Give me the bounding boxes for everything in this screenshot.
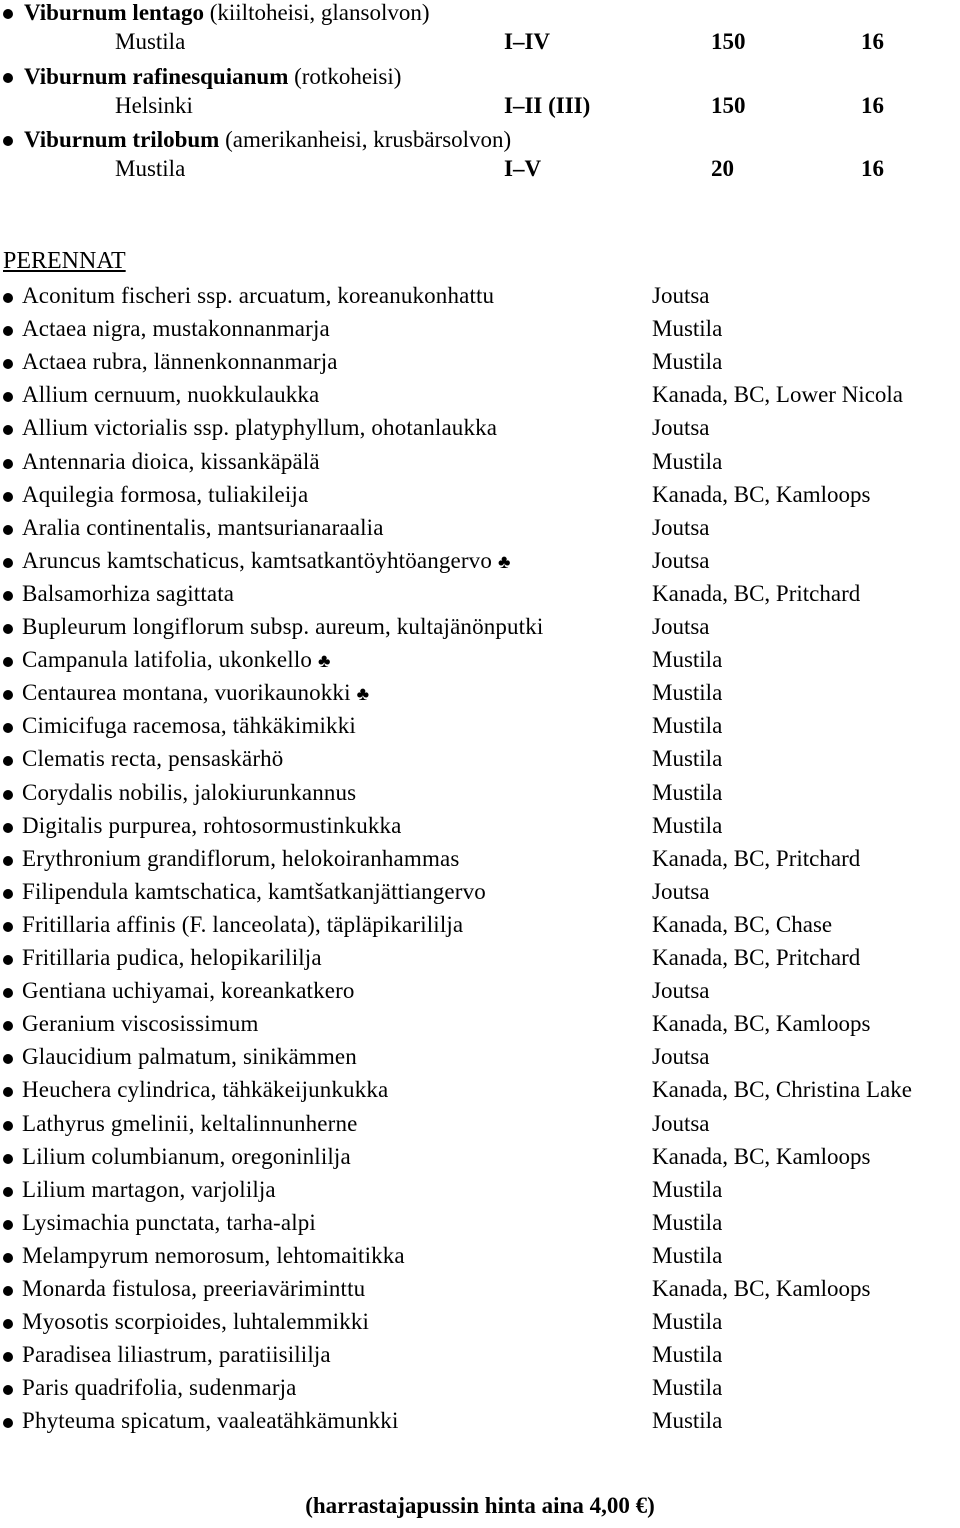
- plant-origin: Joutsa: [652, 283, 710, 308]
- plant-origin: Kanada, BC, Chase: [652, 911, 833, 937]
- plant-name: [22, 283, 494, 309]
- plant-origin: Mustila: [652, 1375, 723, 1401]
- plant-name: [22, 912, 463, 938]
- bullet-icon: [3, 425, 13, 435]
- plant-origin: Joutsa: [652, 878, 710, 904]
- plant-name-text: Lilium martagon, varjolilja: [22, 1176, 276, 1202]
- plant-name-text: Paradisea liliastrum, paratiisililja: [22, 1342, 331, 1368]
- plant-name-text: Digitalis purpurea, rohtosormustinkukka: [22, 812, 402, 838]
- shrub-location: Mustila: [115, 156, 186, 181]
- plant-name-text: Erythronium grandiflorum, helokoiranhammas: [22, 845, 460, 871]
- plant-name: [22, 680, 369, 706]
- bullet-icon: [3, 492, 13, 502]
- plant-name-text: Cimicifuga racemosa, tähkäkimikki: [22, 713, 356, 739]
- plant-name: [22, 482, 308, 508]
- club-icon: ♣: [497, 551, 511, 573]
- plant-origin: Mustila: [652, 1342, 723, 1368]
- plant-name-text: Campanula latifolia, ukonkello: [22, 647, 313, 673]
- plant-name: [22, 978, 355, 1004]
- shrub-zone: I–V: [504, 156, 542, 181]
- plant-name-text: Melampyrum nemorosum, lehtomaitikka: [22, 1242, 405, 1268]
- plant-origin: Mustila: [652, 1408, 723, 1434]
- shrub-number: 16: [861, 29, 884, 54]
- bullet-icon: [3, 1319, 13, 1329]
- shrub-height: 20: [711, 156, 734, 181]
- bullet-icon: [3, 1286, 13, 1296]
- plant-name: [22, 780, 356, 806]
- plant-name: [22, 1243, 405, 1269]
- price-note: (harrastajapussin hinta aina 4,00 €): [305, 1493, 655, 1518]
- shrub-latin-name: Viburnum rafinesquianum: [24, 63, 289, 89]
- bullet-icon: [3, 856, 13, 866]
- plant-name-text: Gentiana uchiyamai, koreankatkero: [22, 978, 355, 1004]
- plant-origin: Joutsa: [652, 978, 710, 1004]
- plant-name-text: Corydalis nobilis, jalokiurunkannus: [22, 779, 357, 805]
- bullet-icon: [3, 889, 13, 899]
- plant-origin: Mustila: [652, 448, 723, 474]
- bullet-icon: [3, 9, 13, 19]
- bullet-icon: [3, 1418, 13, 1428]
- plant-name: [22, 349, 338, 375]
- bullet-icon: [3, 1121, 13, 1131]
- plant-origin: Joutsa: [652, 1110, 710, 1136]
- plant-name-text: Filipendula kamtschatica, kamtšatkanjättiangervo: [22, 878, 486, 904]
- shrub-number: 16: [861, 156, 884, 181]
- plant-name-text: Actaea nigra, mustakonnanmarja: [22, 316, 330, 342]
- plant-origin: Joutsa: [652, 547, 710, 573]
- plant-name: [22, 1144, 351, 1170]
- bullet-icon: [3, 756, 13, 766]
- plant-origin: Joutsa: [652, 415, 710, 441]
- plant-origin: Mustila: [652, 647, 723, 673]
- plant-name: [22, 316, 330, 342]
- plant-name: [22, 879, 486, 905]
- plant-origin: Kanada, BC, Kamloops: [652, 1276, 871, 1301]
- plant-name-text: Geranium viscosissimum: [22, 1011, 259, 1037]
- bullet-icon: [3, 690, 13, 700]
- plant-name-text: Aralia continentalis, mantsurianaraalia: [22, 514, 384, 540]
- plant-name: [22, 647, 331, 673]
- plant-origin: Mustila: [652, 316, 723, 342]
- plant-origin: Kanada, BC, Pritchard: [652, 845, 861, 871]
- plant-name-text: Fritillaria affinis (F. lanceolata), täpläpikarililja: [22, 911, 464, 937]
- shrub-zone: I–II (III): [504, 92, 591, 118]
- bullet-icon: [3, 624, 13, 634]
- plant-origin: Kanada, BC, Pritchard: [652, 945, 861, 970]
- plant-origin: Kanada, BC, Christina Lake: [652, 1077, 912, 1103]
- bullet-icon: [3, 136, 13, 146]
- bullet-icon: [3, 1187, 13, 1197]
- bullet-icon: [3, 1352, 13, 1362]
- plant-name: [22, 449, 320, 475]
- plant-name: [22, 1111, 357, 1137]
- bullet-icon: [3, 525, 13, 535]
- plant-name: [22, 1342, 331, 1368]
- club-icon: ♣: [356, 684, 370, 706]
- plant-name: [22, 1375, 297, 1401]
- plant-name: [22, 548, 511, 574]
- bullet-icon: [3, 823, 13, 833]
- plant-name-text: Actaea rubra, lännenkonnanmarja: [22, 349, 338, 375]
- plant-name: [22, 1077, 388, 1103]
- plant-name-text: Lilium columbianum, oregoninlilja: [22, 1143, 351, 1169]
- plant-origin: Mustila: [652, 349, 723, 375]
- plant-name: [22, 813, 402, 839]
- plant-name: [22, 1276, 365, 1302]
- plant-name: [22, 846, 459, 872]
- plant-name: [22, 1309, 369, 1335]
- plant-name: [22, 945, 322, 971]
- plant-name-text: Aruncus kamtschaticus, kamtsatkantöyhtöangervo: [22, 547, 492, 573]
- plant-name-text: Heuchera cylindrica, tähkäkeijunkukka: [22, 1077, 389, 1103]
- section-title-perennat: PERENNAT: [3, 248, 126, 274]
- bullet-icon: [3, 988, 13, 998]
- bullet-icon: [3, 1220, 13, 1230]
- plant-name: [22, 1408, 399, 1434]
- plant-origin: Mustila: [652, 1242, 723, 1268]
- plant-origin: Kanada, BC, Pritchard: [652, 580, 861, 606]
- plant-name: [22, 746, 283, 772]
- plant-name: [22, 1210, 316, 1236]
- bullet-icon: [3, 591, 13, 601]
- shrub-height: 150: [711, 92, 746, 118]
- bullet-icon: [3, 293, 13, 303]
- shrub-name: [24, 64, 401, 90]
- bullet-icon: [3, 1253, 13, 1263]
- plant-origin: Joutsa: [652, 1044, 710, 1070]
- bullet-icon: [3, 558, 13, 568]
- shrub-name: [24, 127, 511, 153]
- plant-origin: Mustila: [652, 680, 723, 706]
- plant-name-text: Antennaria dioica, kissankäpälä: [22, 448, 320, 474]
- plant-origin: Mustila: [652, 713, 723, 739]
- plant-name-text: Lysimachia punctata, tarha-alpi: [22, 1209, 316, 1235]
- plant-origin: Mustila: [652, 779, 723, 805]
- plant-origin: Mustila: [652, 812, 723, 838]
- plant-name-text: Balsamorhiza sagittata: [22, 580, 235, 606]
- plant-name-text: Myosotis scorpioides, luhtalemmikki: [22, 1309, 370, 1335]
- shrub-location: Mustila: [115, 29, 186, 54]
- plant-name-text: Allium cernuum, nuokkulaukka: [22, 382, 320, 408]
- plant-name-text: Paris quadrifolia, sudenmarja: [22, 1375, 297, 1401]
- plant-name-text: Aconitum fischeri ssp. arcuatum, koreanukonhattu: [22, 283, 495, 308]
- plant-name: [22, 1044, 357, 1070]
- bullet-icon: [3, 1154, 13, 1164]
- bullet-icon: [3, 392, 13, 402]
- shrub-location: Helsinki: [115, 92, 193, 118]
- bullet-icon: [3, 657, 13, 667]
- bullet-icon: [3, 359, 13, 369]
- plant-name: [22, 614, 543, 640]
- bullet-icon: [3, 326, 13, 336]
- bullet-icon: [3, 955, 13, 965]
- shrub-common-name: (kiiltoheisi, glansolvon): [203, 0, 430, 25]
- bullet-icon: [3, 459, 13, 469]
- bullet-icon: [3, 790, 13, 800]
- shrub-common-name: (amerikanheisi, krusbärsolvon): [219, 127, 512, 152]
- plant-origin: Mustila: [652, 1309, 723, 1335]
- plant-origin: Joutsa: [652, 614, 710, 639]
- plant-name: [22, 581, 234, 607]
- plant-origin: Mustila: [652, 746, 723, 772]
- plant-origin: Kanada, BC, Kamloops: [652, 481, 871, 507]
- shrub-number: 16: [861, 92, 884, 118]
- plant-origin: Joutsa: [652, 514, 710, 540]
- plant-name-text: Fritillaria pudica, helopikarililja: [22, 945, 322, 970]
- shrub-latin-name: Viburnum trilobum: [24, 127, 220, 152]
- bullet-icon: [3, 1385, 13, 1395]
- plant-name-text: Centaurea montana, vuorikaunokki: [22, 680, 351, 706]
- plant-name: [22, 382, 319, 408]
- shrub-latin-name: Viburnum lentago: [24, 0, 204, 25]
- shrub-name: [24, 0, 430, 26]
- bullet-icon: [3, 73, 13, 83]
- bullet-icon: [3, 922, 13, 932]
- bullet-icon: [3, 723, 13, 733]
- plant-origin: Mustila: [652, 1176, 723, 1202]
- bullet-icon: [3, 1054, 13, 1064]
- bullet-icon: [3, 1021, 13, 1031]
- plant-name: [22, 713, 356, 739]
- plant-origin: Kanada, BC, Kamloops: [652, 1143, 871, 1169]
- plant-name-text: Phyteuma spicatum, vaaleatähkämunkki: [22, 1408, 399, 1434]
- plant-name-text: Aquilegia formosa, tuliakileija: [22, 481, 309, 507]
- plant-name-text: Bupleurum longiflorum subsp. aureum, kultajänönputki: [22, 614, 544, 639]
- plant-name: [22, 415, 497, 441]
- plant-origin: Mustila: [652, 1209, 723, 1235]
- shrub-common-name: (rotkoheisi): [288, 63, 402, 89]
- plant-origin: Kanada, BC, Lower Nicola: [652, 382, 904, 408]
- shrub-height: 150: [711, 29, 746, 54]
- plant-name-text: Clematis recta, pensaskärhö: [22, 746, 284, 772]
- plant-name: [22, 515, 384, 541]
- plant-name-text: Monarda fistulosa, preeriaväriminttu: [22, 1276, 366, 1301]
- club-icon: ♣: [318, 651, 331, 673]
- plant-name: [22, 1011, 258, 1037]
- shrub-zone: I–IV: [504, 29, 551, 54]
- plant-origin: Kanada, BC, Kamloops: [652, 1011, 871, 1037]
- plant-name-text: Glaucidium palmatum, sinikämmen: [22, 1044, 357, 1070]
- plant-name: [22, 1177, 276, 1203]
- bullet-icon: [3, 1087, 13, 1097]
- plant-name-text: Allium victorialis ssp. platyphyllum, ohotanlaukka: [22, 415, 498, 441]
- plant-name-text: Lathyrus gmelinii, keltalinnunherne: [22, 1110, 358, 1136]
